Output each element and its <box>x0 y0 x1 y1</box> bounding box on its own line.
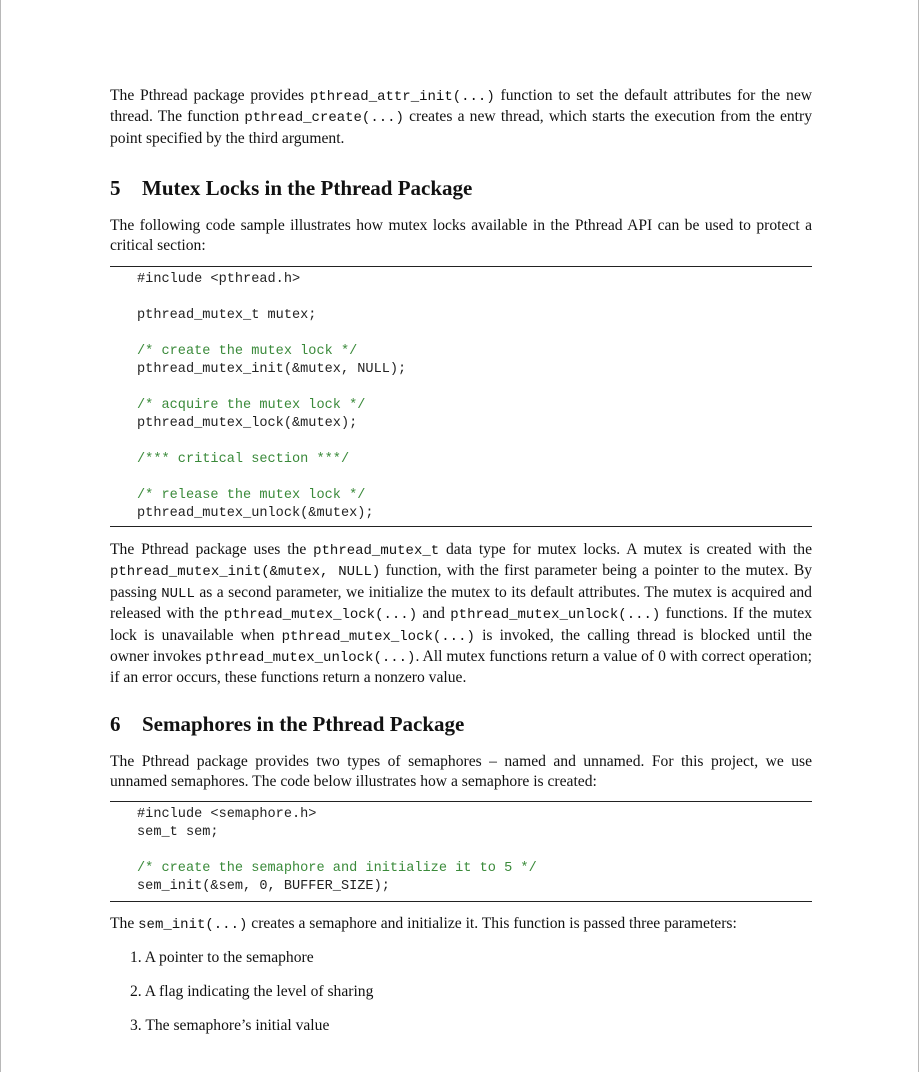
code-line: sem_t sem; <box>137 825 219 840</box>
code-inline: pthread_mutex_init(&mutex, NULL) <box>110 564 381 581</box>
text-run: functions. If the mutex lock is unavailable when <box>110 605 813 644</box>
section-lead-paragraph: The Pthread package provides two types of semaphores – named and unnamed. For this project, we use unnamed semaphores. The code below illustrates how a semaphore is created: <box>110 753 812 791</box>
list-item <box>130 982 373 1002</box>
section-title: Mutex Locks in the Pthread Package <box>142 176 473 200</box>
text-run: as a second parameter, we initialize the mutex to its default attributes. The mutex is acquired and released with the <box>110 583 812 623</box>
list-number: 3. <box>130 1017 142 1034</box>
list-text: A flag indicating the level of sharing <box>144 983 374 1000</box>
text-run: The <box>110 915 139 932</box>
code-comment: /* release the mutex lock */ <box>137 488 366 503</box>
code-inline: pthread_mutex_lock(...) <box>223 607 418 624</box>
section-number: 5 <box>110 176 121 200</box>
sem-init-paragraph <box>110 914 812 935</box>
code-inline: pthread_mutex_unlock(...) <box>450 607 661 624</box>
code-inline: NULL <box>161 585 195 602</box>
text-run: creates a new thread, which starts the execution from the entry point specified by the third argument. <box>110 108 812 147</box>
code-line: #include <pthread.h> <box>137 272 301 287</box>
section-title: Semaphores in the Pthread Package <box>142 712 465 736</box>
section-heading <box>110 175 812 201</box>
code-listing-mutex <box>110 266 812 527</box>
parameter-list-block <box>110 948 812 1048</box>
code-line: sem_init(&sem, 0, BUFFER_SIZE); <box>137 879 390 894</box>
section-5-paragraph-block <box>110 540 812 689</box>
code-comment: /* create the semaphore and initialize it to 5 */ <box>137 861 537 876</box>
code-inline: pthread_mutex_unlock(...) <box>205 650 416 667</box>
text-run: function to set the default attributes for the new thread. The function <box>110 87 813 126</box>
intro-paragraph-block <box>110 86 812 149</box>
section-5-heading-block <box>110 175 812 201</box>
section-heading <box>110 711 812 737</box>
code-inline: pthread_mutex_lock(...) <box>281 628 475 645</box>
sem-init-paragraph-block <box>110 914 812 935</box>
text-run: function, with the first parameter being a pointer to the mutex. By passing <box>110 562 813 601</box>
code-inline: pthread_attr_init(...) <box>309 89 495 105</box>
list-text: A pointer to the semaphore <box>144 949 314 966</box>
code-line: pthread_mutex_init(&mutex, NULL); <box>137 362 407 377</box>
text-run: is invoked, the calling thread is blocked until the owner invokes <box>110 626 812 666</box>
section-number: 6 <box>110 712 121 736</box>
code-inline: pthread_create(...) <box>244 110 404 127</box>
code-line: pthread_mutex_lock(&mutex); <box>137 416 358 431</box>
code-inline: sem_init(...) <box>138 917 248 933</box>
section-5-paragraph <box>110 540 812 689</box>
code-line: #include <semaphore.h> <box>137 807 317 822</box>
code-line: pthread_mutex_unlock(&mutex); <box>137 506 374 521</box>
text-run: . All mutex functions return a value of 0 with correct operation; if an error occurs, these functions return a nonzero value. <box>110 648 812 687</box>
code-comment: /*** critical section ***/ <box>137 452 350 467</box>
code-comment: /* acquire the mutex lock */ <box>137 398 366 413</box>
code-line: pthread_mutex_t mutex; <box>137 308 317 323</box>
text-run: data type for mutex locks. A mutex is created with the <box>439 541 813 558</box>
list-item <box>130 1016 329 1036</box>
section-6-heading-block <box>110 711 812 737</box>
section-5-lead-block <box>110 216 812 257</box>
list-text: The semaphore’s initial value <box>145 1017 330 1034</box>
section-6-lead-block <box>110 752 812 793</box>
text-run: The Pthread package uses the <box>110 541 314 558</box>
text-run: The Pthread package provides <box>110 87 310 104</box>
section-lead-paragraph: The following code sample illustrates how mutex locks available in the Pthread API can be used to protect a critical section: <box>110 217 812 255</box>
intro-paragraph <box>110 86 812 149</box>
text-run: creates a semaphore and initialize it. This function is passed three parameters: <box>247 915 737 932</box>
list-number: 1. <box>130 949 142 966</box>
code-listing-semaphore <box>110 801 812 902</box>
list-number: 2. <box>130 983 142 1000</box>
code-comment: /* create the mutex lock */ <box>137 344 358 359</box>
code-inline: pthread_mutex_t <box>313 543 440 559</box>
text-run: and <box>417 605 451 623</box>
list-item <box>130 948 314 968</box>
